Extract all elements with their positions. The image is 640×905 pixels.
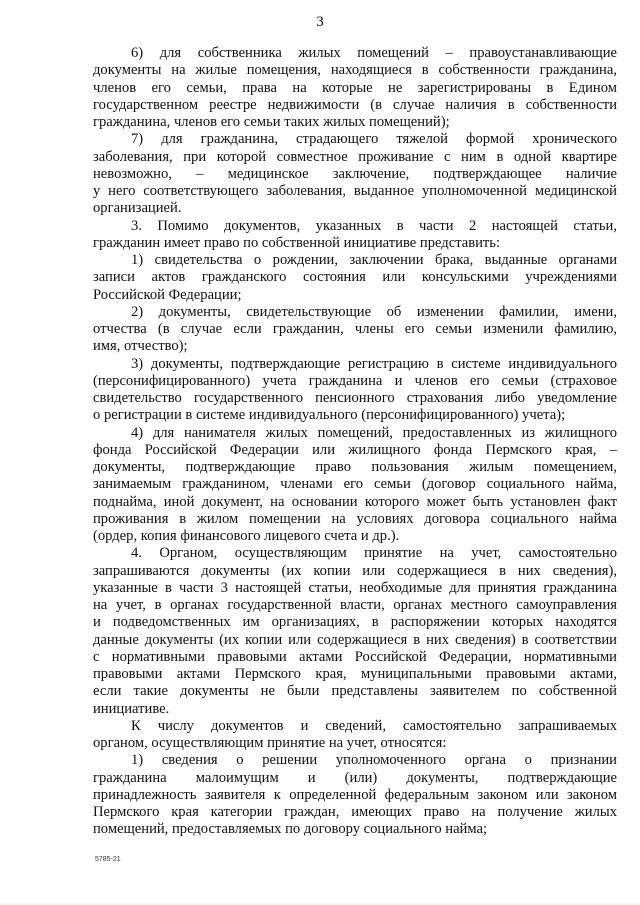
text-line: занимаемым гражданином, членами его семьи (договор социального найма, [93,476,617,493]
document-body [93,45,617,839]
text-line: указанные в части 3 настоящей статьи, необходимые для принятия гражданина [93,579,617,596]
paragraph-part-3 [93,218,617,253]
text-line: документы на жилые помещения, находящиеся в собственности гражданина, [93,62,617,79]
text-line: документы, подтверждающие право пользования жилым помещением, [93,459,617,475]
text-line: 1) свидетельства о рождении, заключении брака, выданные органами [131,252,617,268]
text-line: 7) для гражданина, страдающего тяжелой формой хронического [131,131,617,148]
text-line: 2) документы, свидетельствующие об изменении фамилии, имени, [131,303,617,320]
text-line: помещений, предоставляемых по договору социального найма; [93,821,488,838]
text-line: если такие документы не были представлены заявителем по собственной [93,683,617,700]
paragraph-item-6 [93,45,617,131]
text-line: и подведомственных им организациях, в распоряжении которых находятся [93,614,617,631]
paragraph-part-3-item-1 [93,252,617,304]
paragraph-part-3-item-4 [93,425,617,546]
paragraph-list-intro [93,718,617,753]
text-line: К числу документов и сведений, самостоятельно запрашиваемых [131,717,617,734]
text-line: записи актов гражданского состояния или консульскими учреждениями [93,269,617,286]
text-line: принадлежность заявителя к определенной федеральным законом или законом [93,786,617,803]
text-line: гражданин имеет право по собственной инициативе представить: [93,234,501,251]
text-line: имя, отчество); [93,338,188,355]
text-line: (ордер, копия финансового лицевого счета и др.). [93,528,400,544]
text-line: (персонифицированного) учета гражданина и членов его семьи (страховое [93,372,617,389]
text-line: 1) сведения о решении уполномоченного органа о признании [131,752,617,769]
text-line: поднайма, иной документ, на основании которого может быть установлен факт [93,493,617,510]
paragraph-part-3-item-2 [93,304,617,356]
text-line: правовыми актами Пермского края, муниципальными правовыми актами, [93,666,617,682]
text-line: органом, осуществляющим принятие на учет, относятся: [93,735,447,751]
paragraph-part-3-item-3 [93,356,617,425]
text-line: у него соответствующего заболевания, выданное уполномоченной медицинской [93,183,617,199]
text-line: заболевания, при которой совместное проживание с ним в одной квартире [93,148,617,165]
scan-edge-shadow [0,901,640,905]
text-line: 3) документы, подтверждающие регистрацию в системе индивидуального [131,355,617,372]
text-line: свидетельство государственного пенсионного страхования либо уведомление [93,390,617,406]
text-line: проживания в жилом помещении на условиях договора социального найма [93,510,617,527]
paragraph-item-7 [93,131,617,217]
text-line: гражданина малоимущим и (или) документы, подтверждающие [93,769,617,786]
paragraph-part-4 [93,545,617,718]
text-line: 3. Помимо документов, указанных в части 2 настоящей статьи, [131,217,617,234]
text-line: Пермского края категории граждан, имеющих право на получение жилых [93,804,617,820]
text-line: организацией. [93,200,182,217]
text-line: 6) для собственника жилых помещений – правоустанавливающие [131,45,617,61]
text-line: данные документы (их копии или содержащиеся в них сведения) в соответствии [93,631,617,648]
paragraph-list-item-1 [93,752,617,838]
text-line: фонда Российской Федерации или жилищного фонда Пермского края, – [93,441,617,458]
text-line: на учет, в органах государственной власти, органах местного самоуправления [93,597,617,613]
text-line: 4) для нанимателя жилых помещений, предоставленных из жилищного [131,424,617,441]
text-line: членов его семьи, права на которые не зарегистрированы в Едином [93,79,617,96]
page-number: 3 [316,14,324,30]
text-line: гражданина, членов его семьи таких жилых помещений); [93,114,450,130]
text-line: о регистрации в системе индивидуального (персонифицированного) учета); [93,407,566,424]
text-line: запрашиваются документы (их копии или содержащиеся в них сведения), [93,562,617,579]
document-code: 5785-21 [95,856,121,863]
text-line: с нормативными правовыми актами Российской Федерации, нормативными [93,648,617,665]
text-line: государственном реестре недвижимости (в случае наличия в собственности [93,96,617,113]
text-line: невозможно, – медицинское заключение, подтверждающее наличие [93,165,617,182]
text-line: отчества (в случае если гражданин, члены его семьи изменили фамилию, [93,321,617,337]
text-line: инициативе. [93,700,170,717]
text-line: 4. Органом, осуществляющим принятие на учет, самостоятельно [131,545,617,562]
text-line: Российской Федерации; [93,286,242,303]
